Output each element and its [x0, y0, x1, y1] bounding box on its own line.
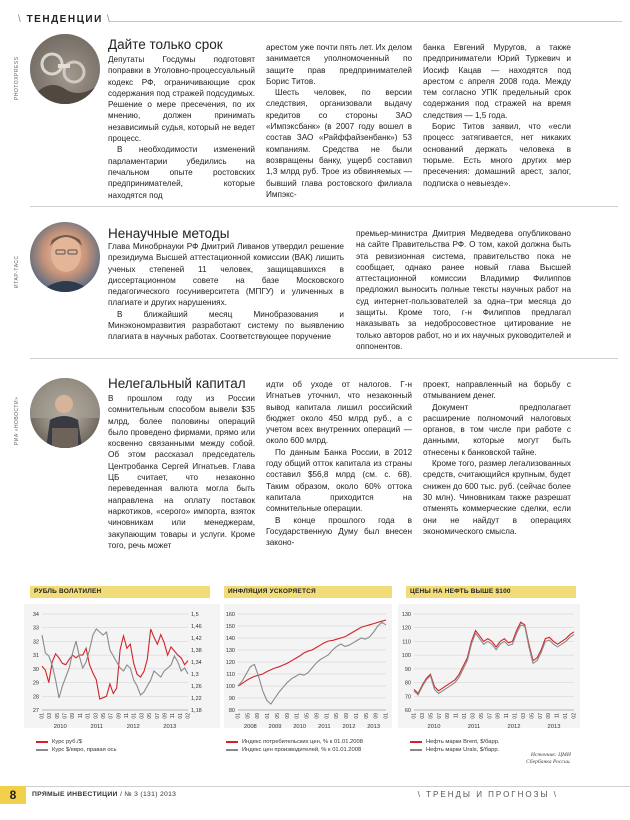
year-label: 2012: [342, 724, 356, 728]
y-tick-label-right: 1,5: [191, 612, 199, 618]
y-tick-label: 27: [32, 708, 39, 714]
year-label: 2008: [243, 724, 257, 728]
x-tick-label: 05: [100, 713, 107, 719]
photo-credit: PHOTOXPRESS: [14, 56, 20, 100]
section-tag-label: ТЕНДЕНЦИИ: [26, 14, 103, 25]
footer-rule: [0, 786, 630, 787]
chart-inflation: [224, 604, 392, 728]
y-tick-label: 90: [404, 666, 411, 673]
legend-label: Курс $/евро, правая ось: [52, 747, 117, 753]
legend-label: Курс руб./$: [52, 739, 82, 745]
source-line: Сбербанка России.: [526, 759, 571, 765]
x-tick-label: 01: [563, 713, 570, 719]
x-tick-label: 02: [571, 713, 578, 719]
x-tick-label: 01: [512, 713, 519, 719]
source-line: Источник: ЦМИ: [530, 752, 571, 758]
x-tick-label: 09: [284, 713, 291, 719]
x-tick-label: 03: [93, 713, 100, 719]
x-tick-label: 07: [487, 713, 494, 719]
x-tick-label: 09: [546, 713, 553, 719]
x-tick-label: 01: [265, 713, 272, 719]
x-tick-label: 01: [383, 713, 390, 719]
x-tick-label: 11: [554, 713, 561, 719]
y-tick-label-right: 1,22: [191, 696, 202, 702]
photo-credit: РИА «НОВОСТИ»: [14, 396, 20, 445]
article-title: Дайте только срок: [108, 37, 223, 52]
y-tick-label-right: 1,18: [191, 708, 202, 714]
year-label: 2012: [126, 724, 140, 728]
article-divider: [30, 206, 618, 207]
article-title: Нелегальный капитал: [108, 376, 246, 391]
x-tick-label: 05: [529, 713, 536, 719]
issue-detail: (131) 2013: [140, 791, 177, 798]
x-tick-label: 05: [334, 713, 341, 719]
y-tick-label: 90: [228, 696, 235, 702]
year-label: 2010: [53, 724, 67, 728]
x-tick-label: 01: [85, 713, 92, 719]
article-column: [108, 241, 344, 343]
y-tick-label: 80: [404, 680, 411, 687]
x-tick-label: 03: [470, 713, 477, 719]
legend-item: [36, 746, 116, 754]
x-tick-label: 01: [353, 713, 360, 719]
x-tick-label: 07: [537, 713, 544, 719]
x-tick-label: 03: [520, 713, 527, 719]
chart-oil: [398, 604, 580, 728]
legend-swatch: [36, 741, 48, 743]
paragraph: идти об уходе от налогов. Г-н Игнатьев уточнил, что незаконный вывод капитала лишил российский бюджет около 450 млрд руб., а с учетом всех внутренних операций — около 600 млрд.: [266, 380, 412, 446]
paragraph: В прошлом году из России сомнительным способом вывели $35 млрд, более половины операций было проведено фирмами, прямо или косвенно связанными между собой. Об этом рассказал председатель Центробанка Сергей Игнатьев. Глава ЦБ считает, что незаконно переведенная валюта могла быть направлена на оплату поставок наркотиков, «серого» импорта, взяток чиновникам или менеджерам, закупающим товары и услуги. Кроме того, речь может: [108, 394, 255, 550]
chart-title: ЦЕНЫ НА НЕФТЬ ВЫШЕ $100: [406, 586, 576, 598]
article-photo-speaker: [30, 378, 100, 448]
x-tick-label: 05: [478, 713, 485, 719]
paragraph: Документ предполагает расширение полномочий налоговых органов, в том числе при работе с данными, которые могут быть отнесены к банковской тайне.: [423, 402, 571, 457]
chart-title: ИНФЛЯЦИЯ УСКОРЯЕТСЯ: [224, 586, 392, 598]
y-tick-label: 150: [225, 624, 235, 630]
paragraph: банка Евгений Муругов, а также предприниматели Юрий Туркевич и Иосиф Кацав — находятся под арестом с апреля 2008 года. Между тем согласно УПК предельный срок содержания под стражей на время следствия — 1,5 года.: [423, 43, 571, 120]
chart-background: [398, 604, 580, 728]
year-label: 2010: [293, 724, 307, 728]
header-rule: [110, 21, 622, 22]
y-tick-label: 100: [401, 653, 411, 660]
year-label: 2013: [547, 724, 561, 728]
x-tick-label: 01: [235, 713, 242, 719]
chart-background: [224, 604, 392, 728]
legend-swatch: [410, 741, 422, 743]
issue-number: / № 3: [119, 791, 139, 798]
x-tick-label: 09: [70, 713, 77, 719]
x-tick-label: 01: [411, 713, 418, 719]
section-tag: \ ТЕНДЕНЦИИ \: [18, 14, 112, 25]
legend-label: Нефть марки Brent, $/барр.: [426, 739, 500, 745]
y-tick-label: 120: [401, 625, 411, 632]
y-tick-label: 140: [225, 636, 235, 642]
paragraph: Шесть человек, по версии следствия, организовали выдачу кредитов со стороны ЗАО «Импэксбанк» (в 2007 году вошел в состав ЗАО «Райффайзенбанк») 53 компаниям. Средства не были возвращены банку, ущерб составил 1,3 млрд руб. Трое из обвиняемых — бывший глава ростовского филиала Импэкс-: [266, 88, 412, 199]
footer-magazine: [32, 791, 176, 798]
y-tick-label: 100: [225, 684, 235, 690]
y-tick-label: 110: [402, 639, 411, 646]
paragraph: премьер-министра Дмитрия Медведева опубликовано на сайте Правительства РФ. О том, какой должна быть эта ревизионная система, правительство пока не сообщает, однако ранее новый глава Высшей аттестационной комиссии Владимир Филиппов предложил выносить полные тексты научных работ на суд интернет-пользователей за одна–три месяца до защиты. Кроме того, г-н Филиппов предлагал наказывать за недобросовестное цитирование не только авторов работ, но и их научных руководителей и оппонентов.: [356, 229, 571, 351]
x-tick-label: 11: [504, 713, 511, 719]
x-tick-label: 05: [54, 713, 61, 719]
paragraph: Борис Титов заявил, что «если процесс затягивается, нет никаких оснований держать человека в тюрьме. Есть много других мер пресечения: домашний арест, залог, подписка о невыезде».: [423, 122, 571, 188]
chart-legend: [226, 738, 363, 754]
x-tick-label: 11: [77, 713, 84, 719]
y-tick-label: 110: [226, 672, 235, 678]
y-tick-label: 29: [32, 680, 39, 687]
legend-label: Индекс цен производителей, % к 01.01.2008: [242, 747, 362, 753]
y-tick-label-right: 1,46: [191, 624, 202, 630]
x-tick-label: 01: [294, 713, 301, 719]
y-tick-label-right: 1,34: [191, 660, 202, 666]
x-tick-label: 01: [177, 713, 184, 719]
year-label: 2012: [507, 724, 521, 728]
x-tick-label: 09: [373, 713, 380, 719]
y-tick-label: 130: [401, 612, 411, 618]
paragraph: арестом уже почти пять лет. Их делом занимается уполномоченный по защите прав предпринимателей Борис Титов.: [266, 43, 413, 86]
x-tick-label: 05: [274, 713, 281, 719]
x-tick-label: 05: [245, 713, 252, 719]
article-column: [423, 42, 571, 189]
article-column: [108, 54, 255, 201]
y-tick-label: 30: [32, 666, 39, 673]
x-tick-label: 09: [162, 713, 169, 719]
paragraph: В ближайший месяц Минобразования и Минэкономразвития разработают систему по выявлению плагиата в научных работах. Соответствующее поручение: [108, 309, 344, 342]
x-tick-label: 01: [324, 713, 331, 719]
y-tick-label: 160: [225, 612, 235, 618]
x-tick-label: 05: [363, 713, 370, 719]
y-tick-label-right: 1,38: [191, 648, 202, 654]
y-tick-label-right: 1,42: [191, 636, 202, 642]
year-label: 2013: [367, 724, 381, 728]
y-tick-label: 130: [225, 648, 235, 654]
article-divider: [30, 358, 618, 359]
x-tick-label: 07: [154, 713, 161, 719]
year-label: 2011: [90, 724, 103, 728]
article-column: [356, 228, 571, 352]
article-column: [108, 393, 255, 551]
paragraph: Депутаты Госдумы подготовят поправки в Уголовно-процессуальный кодекс РФ, ограничивающие срок содержания под стражей подсудимых. Решение о мере пресечения, по их мнению, должен принимать независимый судья, который не ведет процесс.: [108, 55, 255, 144]
article-photo-handcuffs: [30, 34, 100, 104]
legend-label: Нефть марки Urals, $/барр.: [426, 747, 500, 753]
y-tick-label: 120: [225, 660, 235, 666]
x-tick-label: 09: [314, 713, 321, 719]
x-tick-label: 09: [344, 713, 351, 719]
y-tick-label: 31: [32, 653, 39, 660]
legend-item: [226, 746, 363, 754]
legend-swatch: [226, 741, 238, 743]
chart-ruble: [24, 604, 220, 728]
x-tick-label: 11: [124, 713, 131, 719]
year-label: 2011: [318, 724, 331, 728]
article-photo-portrait: [30, 222, 100, 292]
chart-legend: [410, 738, 500, 754]
x-tick-label: 05: [147, 713, 154, 719]
year-label: 2010: [427, 724, 441, 728]
paragraph: Глава Минобрнауки РФ Дмитрий Ливанов утвердил решение президиума Высшей аттестационной комиссии (ВАК) лишить ученых степеней 11 человек, защищавшихся в диссертационном совете на базе Московского педагогического госуниверситета (МПГУ) и уличенных в плагиате и других нарушениях.: [108, 242, 344, 308]
x-tick-label: 02: [185, 713, 192, 719]
x-tick-label: 05: [428, 713, 435, 719]
y-tick-label-right: 1,3: [191, 672, 199, 678]
year-label: 2011: [467, 724, 481, 728]
paragraph: По данным Банка России, в 2012 году общий отток капитала из страны составил $56,8 млрд (см. с. 68). Таким образом, около 60% оттока капитала приходится на сомнительные операции.: [266, 447, 412, 514]
x-tick-label: 03: [47, 713, 54, 719]
x-tick-label: 01: [462, 713, 469, 719]
x-tick-label: 09: [255, 713, 262, 719]
legend-swatch: [226, 749, 238, 751]
article-column: [266, 379, 412, 548]
legend-swatch: [36, 749, 48, 751]
x-tick-label: 07: [108, 713, 115, 719]
article-title: Ненаучные методы: [108, 226, 230, 241]
x-tick-label: 05: [304, 713, 311, 719]
y-tick-label: 32: [32, 639, 39, 646]
article-column: [423, 379, 571, 537]
x-tick-label: 11: [453, 713, 460, 719]
chart-title: РУБЛЬ ВОЛАТИЛЕН: [30, 586, 210, 598]
y-tick-label-right: 1,26: [191, 684, 202, 690]
chart-legend: [36, 738, 116, 754]
y-tick-label: 80: [228, 708, 235, 714]
y-tick-label: 60: [404, 708, 411, 714]
y-tick-label: 28: [32, 694, 39, 701]
paragraph: В конце прошлого года в Государственную Думу был внесен законо-: [266, 515, 412, 548]
year-label: 2013: [163, 724, 177, 728]
x-tick-label: 09: [495, 713, 502, 719]
legend-item: [36, 738, 116, 746]
x-tick-label: 07: [436, 713, 443, 719]
article-column: [266, 42, 412, 200]
year-label: 2009: [268, 724, 282, 728]
x-tick-label: 09: [445, 713, 452, 719]
x-tick-label: 01: [131, 713, 138, 719]
y-tick-label: 34: [32, 612, 39, 618]
legend-swatch: [410, 749, 422, 751]
y-tick-label: 33: [32, 625, 39, 632]
paragraph: В необходимости изменений парламентарии убедились на печальном опыте ростовских предпринимателей, которые находятся под: [108, 145, 255, 200]
footer-section: \ ТРЕНДЫ И ПРОГНОЗЫ \: [417, 790, 558, 799]
x-tick-label: 07: [62, 713, 69, 719]
page-number: 8: [0, 786, 26, 804]
paragraph: проект, направленный на борьбу с отмыванием денег.: [423, 380, 571, 401]
x-tick-label: 03: [139, 713, 146, 719]
x-tick-label: 03: [419, 713, 426, 719]
legend-item: [410, 738, 500, 746]
legend-item: [226, 738, 363, 746]
legend-label: Индекс потребительских цен, % к 01.01.2008: [242, 739, 363, 745]
magazine-name: ПРЯМЫЕ ИНВЕСТИЦИИ: [32, 791, 118, 798]
x-tick-label: 09: [116, 713, 123, 719]
paragraph: Кроме того, размер легализованных средств, считающийся крупным, будет снижен до 600 тыс. руб. (сейчас более 30 млн). Чиновникам также разрешат отменять коммерческие сделки, если они не найдут в операциях экономического смысла.: [423, 459, 571, 536]
legend-item: [410, 746, 500, 754]
y-tick-label: 70: [404, 694, 411, 701]
source-note: [526, 752, 571, 766]
x-tick-label: 11: [170, 713, 177, 719]
x-tick-label: 01: [39, 713, 46, 719]
photo-credit: ИТАР-ТАСС: [14, 255, 20, 288]
